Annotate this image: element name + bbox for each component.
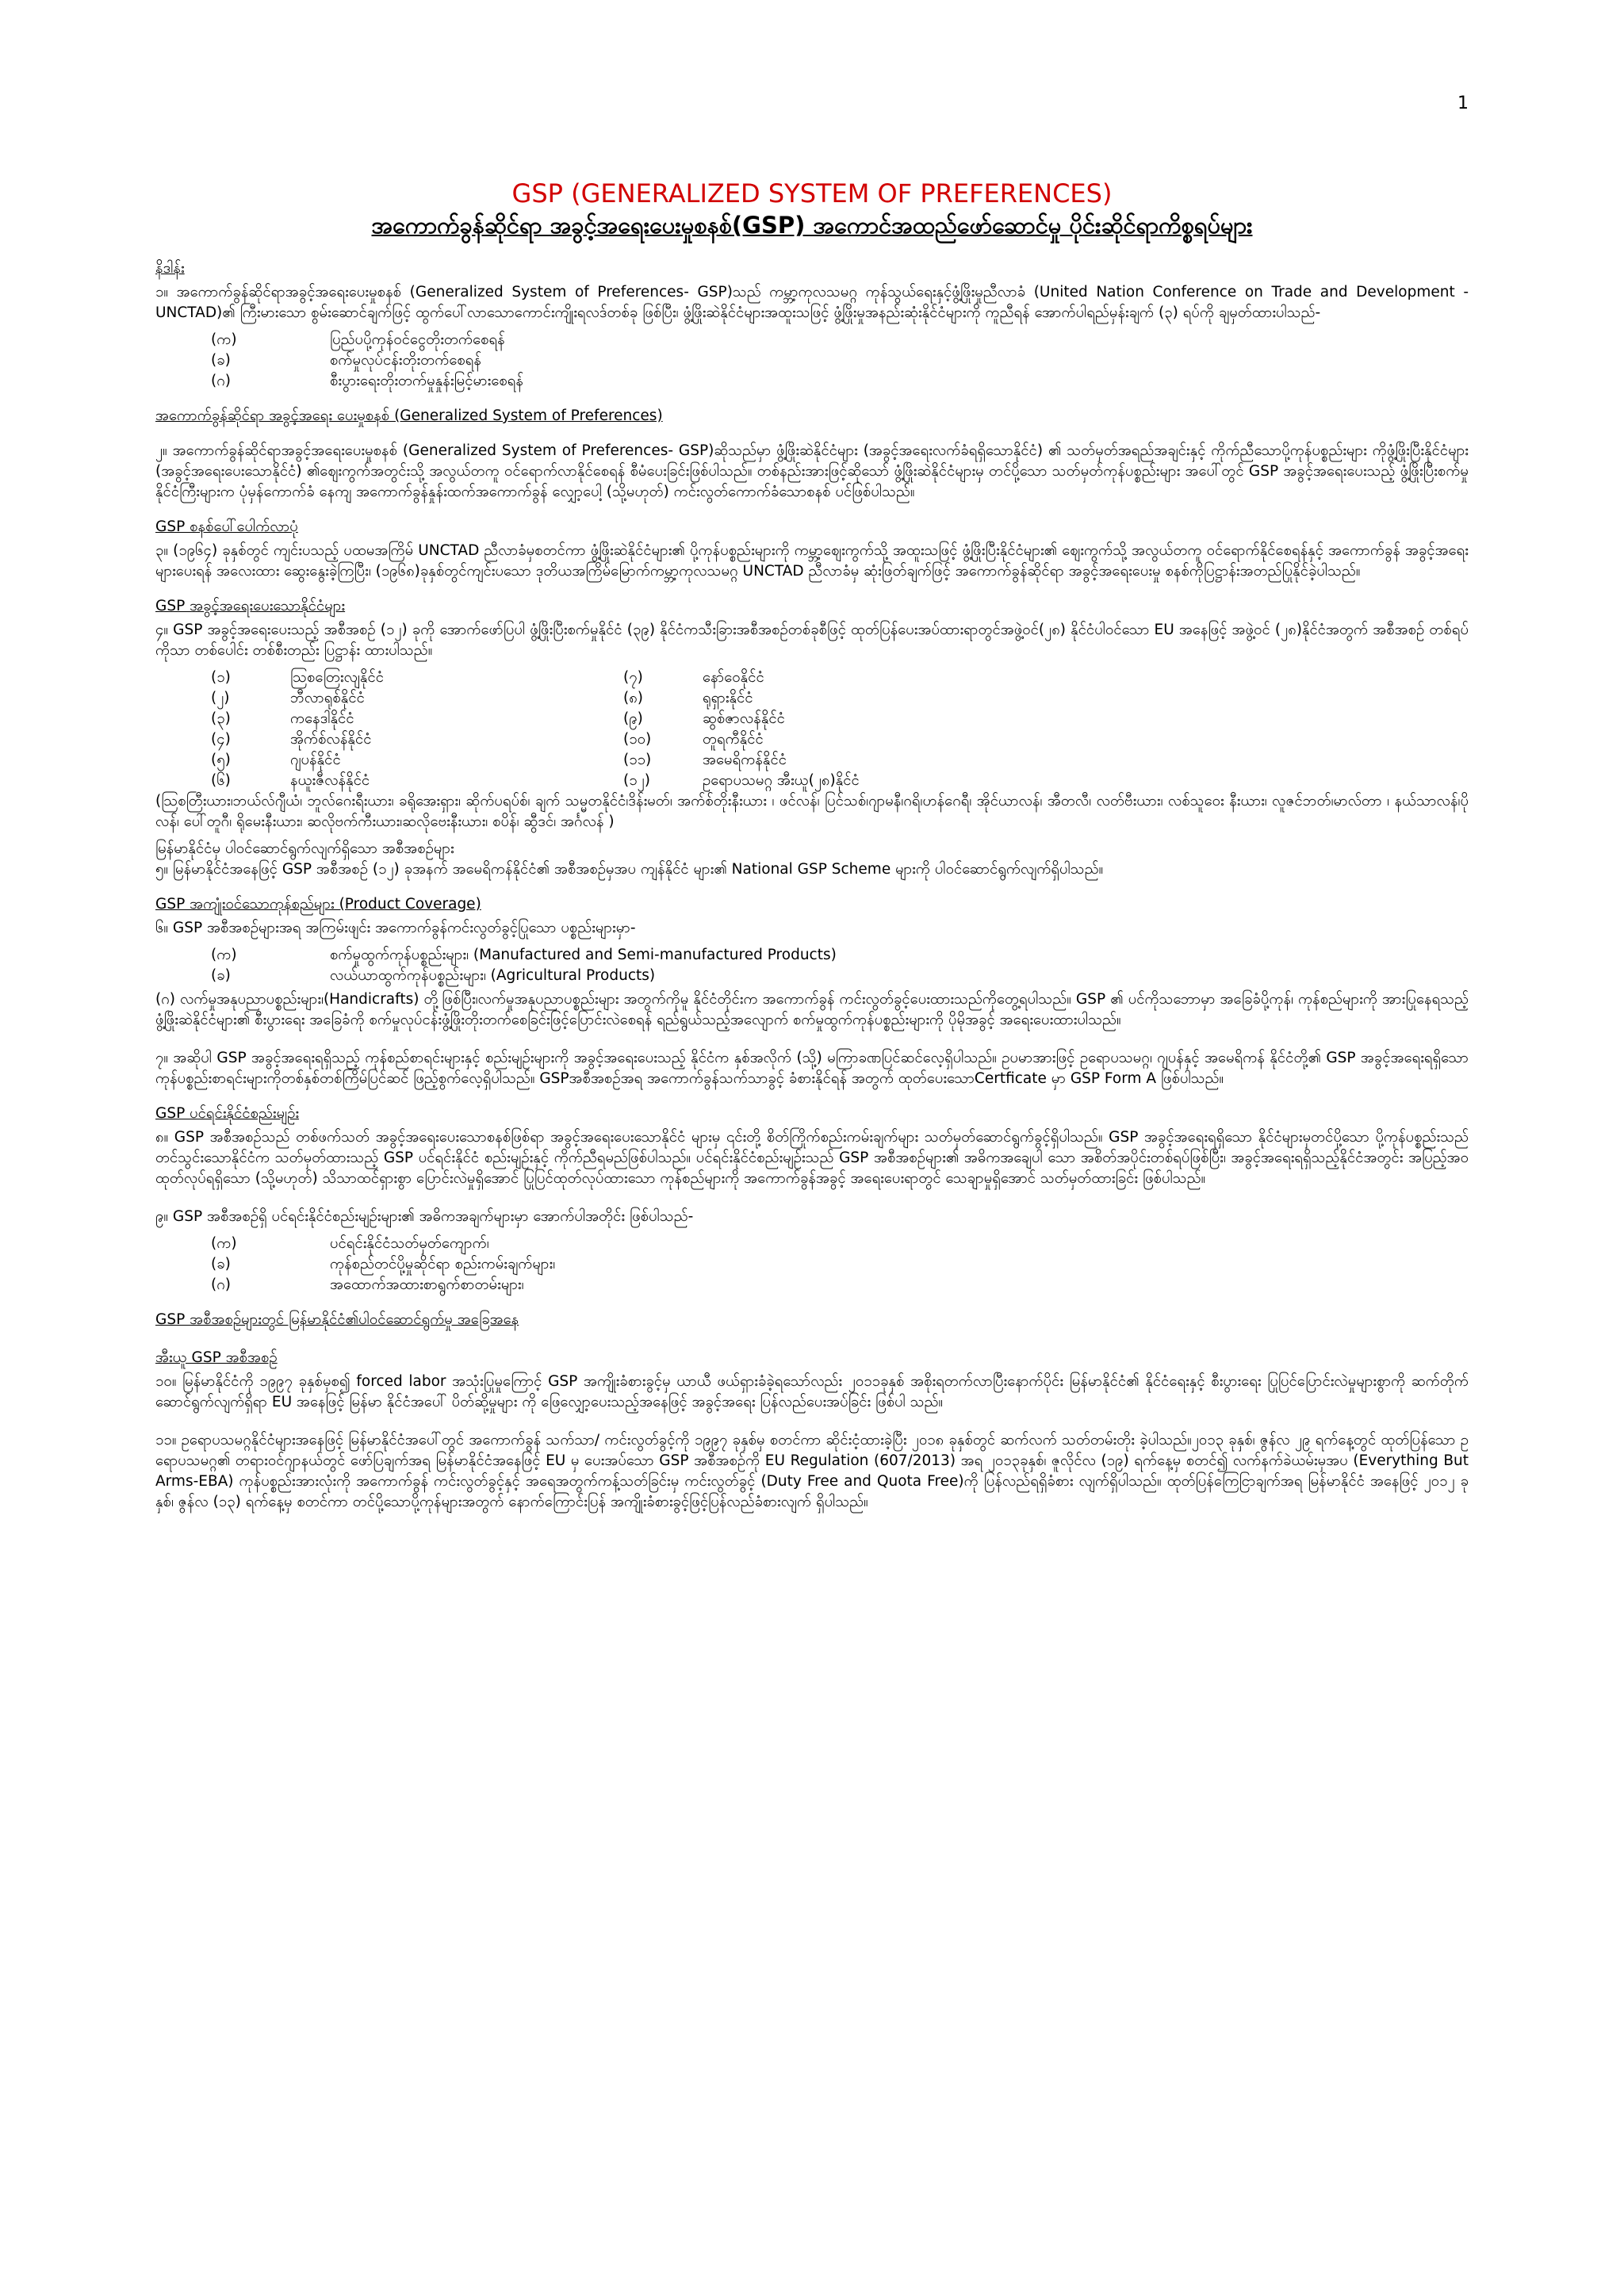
list-text: လယ်ယာထွက်ကုန်ပစ္စည်းများ၊ (Agricultural Products) [330,967,656,984]
eu-members-text: (သြစတြီးယား၊ဘယ်လ်ဂျီယံ၊ ဘူလ်ဂေးရီးယား၊ ခရိုအေးရှား၊ ဆိုက်ပရပ်စ်၊ ချက် သမ္မတနိုင်ငံ၊ဒိန်းမတ်၊ အက်စ်တိုးနီးယား ၊ ဖင်လန်၊ ပြင်သစ်၊ဂျာမနီ၊ဂရိ၊ဟန်ဂေရီ၊ အိုင်ယာလန်၊ အီတလီ၊ လတ်ဗီးယား၊ လစ်သူဝေး နီးယား၊ လူဇင်ဘတ်၊မာလ်တာ ၊ နယ်သာလန်၊ပိုလန်၊ ပေါ်တူဂီ၊ ရိုမေးနီးယား၊ ဆလိုဗက်ကီးယား၊ဆလိုဗေးနီးယား၊ စပိန်၊ ဆွီဒင်၊ အင်္ဂလန် ) [155,793,1469,830]
list-marker: (ခ) [211,1256,231,1272]
myanmar-schemes-heading: မြန်မာနိုင်ငံမှ ပါဝင်ဆောင်ရွက်လျက်ရှိသော အစီအစဉ်များ [155,840,454,857]
list-marker: (၄) [211,731,231,748]
list-text: ကုန်စည်တင်ပို့မှုဆိုင်ရာ စည်းကမ်းချက်များ၊ [330,1256,556,1272]
list-item [211,945,1469,966]
country-name: ကနေဒါနိုင်ငံ [290,710,354,727]
list-marker: (က) [211,331,237,348]
paragraph-5: ၅။ မြန်မာနိုင်ငံအနေဖြင့် GSP အစီအစဉ် (၁၂) ခုအနက် အမေရိကန်နိုင်ငံ၏ အစီအစဉ်မှအပ ကျန်နိုင်ငံ များ၏ National GSP Scheme များကို ပါဝင်ဆောင်ရွက်လျက်ရှိပါသည်။ [155,861,1104,878]
list-marker: (၁၀) [623,731,652,748]
list-marker: (၁) [211,669,231,686]
product-list [211,945,1469,986]
donors-heading: GSP အခွင့်အရေးပေးသောနိုင်ငံများ [155,598,346,614]
list-item [211,750,623,771]
list-item [211,350,1469,371]
list-item [211,1275,1469,1295]
list-text: စီးပွားရေးတိုးတက်မှုနှုန်းမြင့်မားစေရန် [330,373,524,389]
paragraph-7: ၇။ အဆိုပါ GSP အခွင့်အရေးရရှိသည့် ကုန်စည်စာရင်းများနှင့် စည်းမျဉ်းများကို အခွင့်အရေးပေးသည့် နိုင်ငံက နှစ်အလိုက် (သို့) မကြာခဏပြင်ဆင်လေ့ရှိပါသည်။ ဥပမာအားဖြင့် ဥရောပသမဂ္ဂ၊ ဂျပန်နှင့် အမေရိကန် နိုင်ငံတို့၏ GSP အခွင့်အရေးရရှိသော ကုန်ပစ္စည်းစာရင်းများကိုတစ်နှစ်တစ်ကြိမ်ပြင်ဆင် ဖြည့်စွက်လေ့ရှိပါသည်။ GSPအစီအစဉ်အရ အကောက်ခွန်သက်သာခွင့် ခံစားနိုင်ရန် အတွက် ထုတ်ပေးသောCertficate မှာ GSP Form A ဖြစ်ပါသည်။ [155,1050,1469,1087]
paragraph-10: ၁၀။ မြန်မာနိုင်ငံကို ၁၉၉၇ ခုနှစ်မှစ၍ forced labor အသုံးပြုမှုကြောင့် GSP အကျိုးခံစားခွင့်မှ ယာယီ ဖယ်ရှားခံခဲ့ရသော်လည်း ၂၀၁၁ခုနှစ် အစိုးရတက်လာပြီးနောက်ပိုင်း မြန်မာနိုင်ငံ၏ နိုင်ငံရေးနှင့် စီးပွားရေး ပြုပြင်ပြောင်းလဲမှုများစွာကို ဆက်တိုက်ဆောင်ရွက်လျက်ရှိရာ EU အနေဖြင့် မြန်မာ နိုင်ငံအပေါ် ပိတ်ဆို့မှုများ ကို ဖြေလျှော့ပေးသည့်အနေဖြင့် အခွင့်အရေး ပြန်လည်ပေးအပ်ခြင်း ဖြစ်ပါ သည်။ [155,1373,1469,1410]
list-item [623,668,1036,688]
paragraph-2: ၂။ အကောက်ခွန်ဆိုင်ရာအခွင့်အရေးပေးမှုစနစ် (Generalized System of Preferences- GSP)ဆိုသည်မှာ ဖွံ့ဖြိုးဆဲနိုင်ငံများ (အခွင့်အရေးလက်ခံရရှိသောနိုင်ငံ) ၏ သတ်မှတ်အရည်အချင်းနှင့် ကိုက်ညီသောပို့ကုန်ပစ္စည်းများ ကိုဖွံ့ဖြိုးပြီးနိုင်ငံများ (အခွင့်အရေးပေးသောနိုင်ငံ) ၏ဈေးကွက်အတွင်းသို့ အလွယ်တကူ ဝင်ရောက်လာနိုင်စေရန် စီမံပေးခြင်းဖြစ်ပါသည်။ တစ်နည်းအားဖြင့်ဆိုသော် ဖွံ့ဖြိုးဆဲနိုင်ငံများမှ တင်ပို့သော သတ်မှတ်ကုန်ပစ္စည်းများ အပေါ်တွင် GSP အခွင့်အရေးပေးသည့် ဖွံ့ဖြိုးပြီးစက်မှုနိုင်ငံကြီးများက ပုံမှန်ကောက်ခံ နေကျ အကောက်ခွန်နှုန်းထက်အကောက်ခွန် လျှော့ပေါ့ (သို့မဟုတ်) ကင်းလွတ်ကောက်ခံသောစနစ် ပင်ဖြစ်ပါသည်။ [155,442,1469,500]
list-marker: (ဂ) [211,373,232,389]
list-marker: (၇) [623,669,643,686]
document-subtitle: အကောက်ခွန်ဆိုင်ရာ အခွင့်အရေးပေးမှုစနစ်(GSP) အကောင်အထည်ဖော်ဆောင်မှု ပိုင်းဆိုင်ရာကိစ္စရပ်များ [371,212,1253,239]
list-item [211,668,623,688]
list-item [623,771,1036,791]
eu-gsp-heading: အီးယူ GSP အစီအစဉ် [155,1349,278,1366]
country-name: ဥရောပသမဂ္ဂ အီးယူ(၂၈)နိုင်ငံ [703,772,860,789]
list-marker: (၈) [623,690,644,706]
origin-rules-list [211,1234,1469,1295]
myanmar-heading: GSP အစီအစဉ်များတွင် မြန်မာနိုင်ငံ၏ပါဝင်ဆောင်ရွက်မှု အခြေအနေ [155,1311,519,1328]
country-name: အမေရိကန်နိုင်ငံ [703,752,787,768]
country-name: နော်ဝေနိုင်ငံ [703,669,764,686]
document-title: GSP (GENERALIZED SYSTEM OF PREFERENCES) [511,178,1113,209]
list-item [623,729,1036,750]
paragraph-3: ၃။ (၁၉၆၄) ခုနှစ်တွင် ကျင်းပသည့် ပထမအကြိမ် UNCTAD ညီလာခံမှစတင်ကာ ဖွံ့ဖြိုးဆဲနိုင်ငံများ၏ ပို့ကုန်ပစ္စည်းများကို ကမ္ဘာ့ဈေးကွက်သို့ အထူးသဖြင့် ဖွံ့ဖြိုးပြီးနိုင်ငံများ၏ ဈေးကွက်သို့ အလွယ်တကူ ဝင်ရောက်နိုင်စေရန်နှင့် အကောက်ခွန် အခွင့်အရေးများပေးရန် အလေးထား ဆွေးနွေးခဲ့ကြပြီး၊ (၁၉၆၈)ခုနှစ်တွင်ကျင်းပသော ဒုတိယအကြိမ်မြောက်ကမ္ဘာ့ကုလသမဂ္ဂ UNCTAD ညီလာခံမှ ဆုံးဖြတ်ချက်ဖြင့် အကောက်ခွန်ဆိုင်ရာ အခွင့်အရေးပေးမှု စနစ်ကိုပြဋ္ဌာန်းအတည်ပြုနိုင်ခဲ့ပါသည်။ [155,542,1469,580]
list-item [623,688,1036,709]
page-number: 1 [1457,94,1469,113]
country-name: ရုရှားနိုင်ငံ [703,690,753,706]
list-marker: (၃) [211,710,231,727]
list-item [211,1254,1469,1275]
objectives-list [211,330,1469,392]
list-marker: (၂) [211,690,230,706]
products-heading: GSP အကျုံးဝင်သောကုန်စည်များ (Product Coverage) [155,896,481,913]
country-name: ဆွစ်ဇာလန်နိုင်ငံ [703,710,785,727]
list-item [211,709,623,729]
list-marker: (က) [211,947,237,963]
intro-heading: နိဒါန်း [155,260,185,277]
list-item [211,330,1469,350]
list-marker: (၅) [211,752,231,768]
paragraph-9: ၉။ GSP အစီအစဉ်ရှိ ပင်ရင်းနိုင်ငံစည်းမျဉ်းများ၏ အဓိကအချက်များမှာ အောက်ပါအတိုင်း ဖြစ်ပါသည်- [155,1208,694,1225]
paragraph-6c: (ဂ) လက်မှုအနုပညာပစ္စည်းများ၊(Handicrafts) တို့ဖြစ်ပြီး၊လက်မှုအနုပညာပစ္စည်းများ အတွက်ကိုမူ နိုင်ငံတိုင်းက အကောက်ခွန် ကင်းလွတ်ခွင့်ပေးထားသည်ကိုတွေ့ရပါသည်။ GSP ၏ ပင်ကိုသဘောမှာ အခြေခံပို့ကုန်၊ ကုန်စည်များကို အားပြုနေရသည့် ဖွံ့ဖြိုးဆဲနိုင်ငံများ၏ စီးပွားရေး အခြေခံကို စက်မှုလုပ်ငန်းဖွံ့ဖြိုးတိုးတက်စေခြင်းဖြင့်ပြောင်းလဲစေရန် ရည်ရွယ်သည့်အလျောက် စက်မှုထွက်ကုန်ပစ္စည်းများကို ပိုမိုအခွင့် အရေးပေးထားပါသည်။ [155,991,1469,1028]
list-item [623,709,1036,729]
paragraph-8: ၈။ GSP အစီအစဉ်သည် တစ်ဖက်သတ် အခွင့်အရေးပေးသောစနစ်ဖြစ်ရာ အခွင့်အရေးပေးသောနိုင်ငံ များမှ ၎င်းတို့ စိတ်ကြိုက်စည်းကမ်းချက်များ သတ်မှတ်ဆောင်ရွက်ခွင့်ရှိပါသည်။ GSP အခွင့်အရေးရရှိသော နိုင်ငံများမှတင်ပို့သော ပို့ကုန်ပစ္စည်းသည် တင်သွင်းသောနိုင်ငံက သတ်မှတ်ထားသည့် GSP ပင်ရင်းနိုင်ငံ စည်းမျဉ်းနှင့် ကိုက်ညီရမည်ဖြစ်ပါသည်။ ပင်ရင်းနိုင်ငံစည်းမျဉ်းသည် GSP အစီအစဉ်များ၏ အဓိကအချေပါ သော အစိတ်အပိုင်းတစ်ရပ်ဖြစ်ပြီး၊ အခွင့်အရေးရရှိသည့်နိုင်ငံအတွင်း အပြည့်အဝ ထုတ်လုပ်ရရှိသော (သို့မဟုတ်) သိသာထင်ရှားစွာ ပြောင်းလဲမှုရှိအောင် ပြုပြင်ထုတ်လုပ်ထားသော ကုန်စည်များကို အကောက်ခွန်အခွင့် အရေးပေးရာတွင် သေချာမှုရှိအောင် သတ်မှတ်ထားခြင်း ဖြစ်ပါသည်။ [155,1129,1469,1187]
list-item [211,371,1469,392]
donor-countries-list [211,668,1469,791]
origin-rules-heading: GSP ပင်ရင်းနိုင်ငံစည်းမျဉ်း [155,1105,300,1122]
list-item [211,966,1469,986]
list-marker: (၉) [623,710,643,727]
list-marker: (က) [211,1235,237,1252]
gsp-heading: အကောက်ခွန်ဆိုင်ရာ အခွင့်အရေး ပေးမှုစနစ် (Generalized System of Preferences) [155,408,663,424]
country-name: အိုက်စ်လန်နိုင်ငံ [290,731,372,748]
list-text: စက်မှုလုပ်ငန်းတိုးတက်စေရန် [330,352,481,369]
list-item [623,750,1036,771]
list-item [211,729,623,750]
paragraph-1: ၁။ အကောက်ခွန်ဆိုင်ရာအခွင့်အရေးပေးမှုစနစ် (Generalized System of Preferences- GSP)သည် ကမ္ဘာ့ကုလသမဂ္ဂ ကုန်သွယ်ရေးနှင့်ဖွံ့ဖြိုးမှုညီလာခံ (United Nation Conference on Trade and Development -UNCTAD)၏ ကြီးမားသော စွမ်းဆောင်ချက်ဖြင့် ထွက်ပေါ်လာသောကောင်းကျိုးရလဒ်တစ်ခု ဖြစ်ပြီး၊ ဖွံ့ဖြိုးဆဲနိုင်ငံများအထူးသဖြင့် ဖွံ့ဖြိုးမှုအနည်းဆုံးနိုင်ငံများကို ကူညီရန် အောက်ပါရည်မှန်းချက် (၃) ရပ်ကို ချမှတ်ထားပါသည်- [155,284,1469,321]
list-text: စက်မှုထွက်ကုန်ပစ္စည်းများ၊ (Manufactured and Semi-manufactured Products) [330,947,837,963]
list-item [211,771,623,791]
list-text: ပင်ရင်းနိုင်ငံသတ်မှတ်ကျောက်၊ [330,1235,489,1252]
list-item [211,1234,1469,1254]
paragraph-11: ၁၁။ ဥရောပသမဂ္ဂနိုင်ငံများအနေဖြင့် မြန်မာနိုင်ငံအပေါ်တွင် အကောက်ခွန် သက်သာ/ ကင်းလွတ်ခွင့်ကို ၁၉၉၇ ခုနှစ်မှ စတင်ကာ ဆိုင်းငံ့ထားခဲ့ပြီး ၂၀၁၈ ခုနှစ်တွင် ဆက်လက် သတ်တမ်းတိုး ခဲ့ပါသည်။၂၀၁၃ ခုနှစ်၊ ဇွန်လ ၂၉ ရက်နေ့တွင် ထုတ်ပြန်သော ဥရောပသမဂ္ဂ၏ တရားဝင်ဂျာနယ်တွင် ဖော်ပြချက်အရ မြန်မာနိုင်ငံအနေဖြင့် EU မှ ပေးအပ်သော GSP အစီအစဉ်ကို EU Regulation (607/2013) အရ ၂၀၁၃ခုနှစ်၊ ဇူလိုင်လ (၁၉) ရက်နေ့မှ စတင်၍ လက်နက်ခဲယမ်းမှအပ (Everything But Arms-EBA) ကုန်ပစ္စည်းအားလုံးကို အကောက်ခွန် ကင်းလွတ်ခွင့်နှင့် အရေအတွက်ကန့်သတ်ခြင်းမှ ကင်းလွတ်ခွင့် (Duty Free and Quota Free)ကို ပြန်လည်ရရှိခံစား လျက်ရှိပါသည်။ ထုတ်ပြန်ကြေငြာချက်အရ မြန်မာနိုင်ငံ အနေဖြင့် ၂၀၁၂ ခုနှစ်၊ ဇွန်လ (၁၃) ရက်နေ့မှ စတင်ကာ တင်ပို့သောပို့ကုန်များအတွက် နောက်ကြောင်းပြန် အကျိုးခံစားခွင့်ဖြင့်ပြန်လည်ခံစားလျက် ရှိပါသည်။ [155,1432,1469,1510]
list-marker: (ဂ) [211,1276,232,1293]
list-marker: (၆) [211,772,231,789]
country-name: သြစတြေးလျနိုင်ငံ [290,669,384,686]
origin-heading: GSP စနစ်ပေါ်ပေါက်လာပုံ [155,519,298,535]
paragraph-6: ၆။ GSP အစီအစဉ်များအရ အကြမ်းဖျင်း အကောက်ခွန်ကင်းလွတ်ခွင့်ပြုသော ပစ္စည်းများမှာ- [155,920,636,936]
list-item [211,688,623,709]
list-text: အထောက်အထားစာရွက်စာတမ်းများ၊ [330,1276,524,1293]
country-name: နယူးဇီလန်နိုင်ငံ [290,772,370,789]
list-text: ပြည်ပပို့ကုန်ဝင်ငွေတိုးတက်စေရန် [330,331,505,348]
list-marker: (ခ) [211,967,231,984]
country-name: တူရကီနိုင်ငံ [703,731,764,748]
paragraph-4: ၄။ GSP အခွင့်အရေးပေးသည့် အစီအစဉ် (၁၂) ခုကို အောက်ဖော်ပြပါ ဖွံ့ဖြိုးပြီးစက်မှုနိုင်ငံ (၃၉) နိုင်ငံကသီးခြားအစီအစဉ်တစ်ခုစီဖြင့် ထုတ်ပြန်ပေးအပ်ထားရာတွင်အဖွဲ့ဝင်(၂၈) နိုင်ငံပါဝင်သော EU အနေဖြင့် အဖွဲ့ဝင် (၂၈)နိုင်ငံအတွက် အစီအစဉ် တစ်ရပ်ကိုသာ တစ်ပေါင်း တစ်စီးတည်း ပြဋ္ဌာန်း ထားပါသည်။ [155,622,1469,659]
list-marker: (၁၁) [623,752,652,768]
country-name: ဘီလာရုစ်နိုင်ငံ [290,690,365,706]
list-marker: (၁၂) [623,772,650,789]
list-marker: (ခ) [211,352,231,369]
document-page [155,79,1469,1519]
country-name: ဂျပန်နိုင်ငံ [290,752,341,768]
